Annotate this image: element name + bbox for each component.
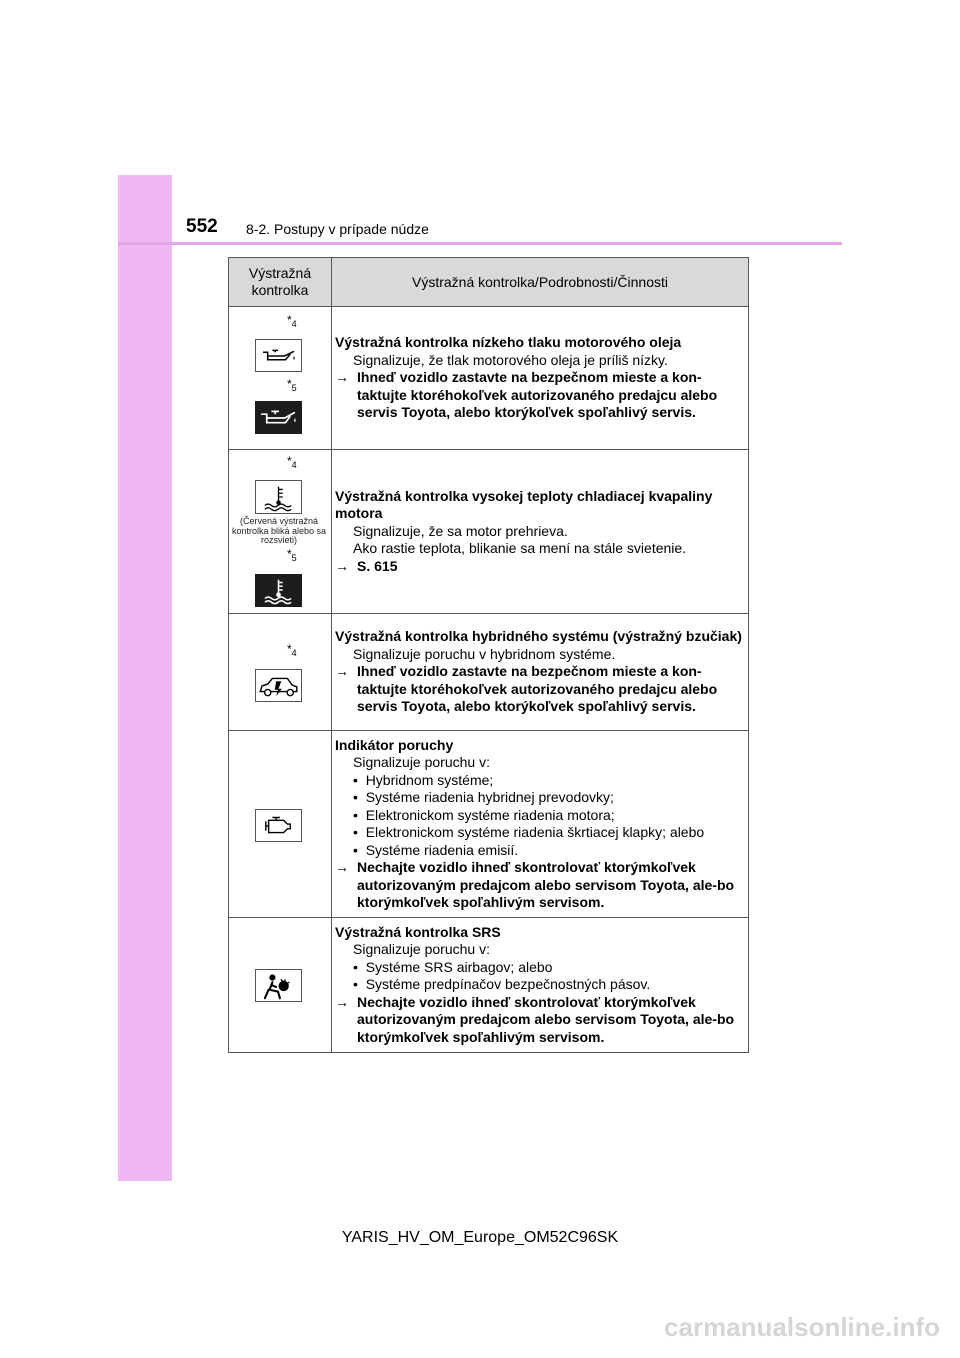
warning-title: Výstražná kontrolka vysokej teploty chladiacej kvapaliny motora — [335, 487, 713, 522]
warning-action: → Ihneď vozidlo zastavte na bezpečnom mieste a kon-taktujte ktoréhokoľvek autorizovaného predajcu alebo servis Toyota, alebo ktorýkoľvek spoľahlivý servis. — [335, 663, 718, 715]
warning-description: Signalizuje, že sa motor prehrieva. — [353, 522, 568, 539]
warning-description: Signalizuje poruchu v: — [353, 754, 490, 770]
table-row — [229, 614, 749, 731]
icon-cell — [229, 307, 332, 450]
table-row — [229, 307, 749, 450]
footnote-marker: $*_4$ — [287, 642, 297, 658]
table-row — [229, 450, 749, 614]
chapter-title: 8-2. Postupy v prípade núdze — [246, 221, 429, 237]
footnote-marker: $*_4$ — [287, 454, 297, 470]
oil-can-icon — [255, 339, 302, 372]
icon-caption: (Červená výstražná kontrolka bliká alebo sa rozsvieti) — [231, 516, 327, 545]
bullet-item: • Systéme riadenia hybridnej prevodovky; — [353, 789, 614, 805]
description-cell — [332, 918, 749, 1053]
warning-title: Výstražná kontrolka nízkeho tlaku motorového oleja — [335, 334, 682, 351]
warning-action: → Ihneď vozidlo zastavte na bezpečnom mieste a kon-taktujte ktoréhokoľvek autorizovaného predajcu alebo servis Toyota, alebo ktorýkoľvek spoľahlivý servis. — [335, 369, 718, 421]
page-number: 552 — [186, 216, 218, 237]
chapter-side-tab — [118, 175, 172, 1181]
description-cell — [332, 307, 749, 450]
table-row — [229, 731, 749, 918]
icon-cell — [229, 731, 332, 918]
icon-cell — [229, 918, 332, 1053]
coolant-temperature-icon-dark — [255, 574, 302, 607]
warning-lights-table — [228, 257, 749, 1053]
footnote-marker: $*_5$ — [287, 547, 297, 563]
footnote-marker: $*_4$ — [287, 313, 297, 329]
bullet-item: • Systéme predpínačov bezpečnostných pásov. — [353, 976, 651, 993]
col1-header: Výstražná kontrolka — [229, 258, 332, 307]
table-header-row — [229, 258, 749, 307]
description-cell — [332, 614, 749, 731]
bullet-item: • Elektronickom systéme riadenia motora; — [353, 806, 615, 823]
bullet-item: • Systéme SRS airbagov; alebo — [353, 958, 553, 975]
icon-cell — [229, 450, 332, 614]
footer-doc-code: YARIS_HV_OM_Europe_OM52C96SK — [341, 1229, 619, 1246]
warning-description: Signalizuje, že tlak motorového oleja je príliš nízky. — [353, 351, 668, 368]
coolant-temperature-icon — [255, 480, 302, 514]
srs-airbag-icon — [255, 969, 302, 1002]
warning-description: Signalizuje poruchu v: — [353, 941, 490, 958]
warning-description: Signalizuje poruchu v hybridnom systéme. — [353, 645, 616, 662]
bullet-item: • Hybridnom systéme; — [353, 771, 494, 788]
warning-title: Výstražná kontrolka hybridného systému (výstražný bzučiak) — [335, 628, 742, 645]
description-cell — [332, 450, 749, 614]
check-engine-icon — [255, 809, 302, 842]
bullet-item: • Systéme riadenia emisií. — [353, 841, 519, 858]
hybrid-system-icon — [255, 669, 302, 702]
warning-action: → S. 615 — [335, 557, 398, 574]
col2-header: Výstražná kontrolka/Podrobnosti/Činnosti — [332, 258, 749, 307]
oil-can-icon-dark — [255, 401, 302, 434]
warning-action: → Nechajte vozidlo ihneď skontrolovať ktorýmkoľvek autorizovaným predajcom alebo servisom Toyota, ale-bo ktorýmkoľvek spoľahlivým servisom. — [335, 859, 735, 910]
watermark: carmanualsonline.info — [664, 1312, 940, 1342]
header-rule — [118, 242, 842, 245]
warning-action: → Nechajte vozidlo ihneď skontrolovať ktorýmkoľvek autorizovaným predajcom alebo servisom Toyota, ale-bo ktorýmkoľvek spoľahlivým servisom. — [335, 993, 735, 1045]
description-cell — [332, 731, 749, 918]
warning-title: Indikátor poruchy — [335, 736, 454, 753]
table-row — [229, 918, 749, 1053]
bullet-item: • Elektronickom systéme riadenia škrtiacej klapky; alebo — [353, 824, 705, 840]
warning-description: Ako rastie teplota, blikanie sa mení na stále svietenie. — [353, 540, 687, 557]
warning-title: Výstražná kontrolka SRS — [335, 923, 501, 940]
footnote-marker: $*_5$ — [287, 377, 297, 393]
icon-cell — [229, 614, 332, 731]
